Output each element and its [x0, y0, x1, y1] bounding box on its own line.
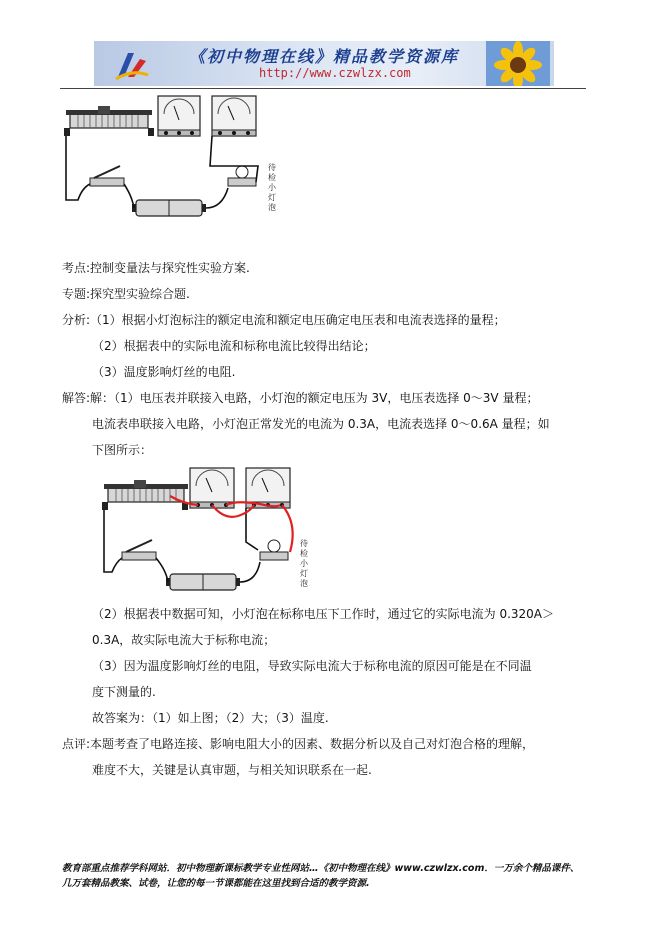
lamp-label-char: 泡	[300, 579, 308, 588]
header-rule	[60, 88, 586, 89]
lamp-icon	[260, 540, 288, 560]
lamp-label-char: 检	[300, 549, 308, 558]
voltmeter-icon	[212, 96, 256, 136]
footer-line: 教育部重点推荐学科网站．初中物理新课标教学专业性网站…《初中物理在线》www.czwlzx.com．一万余个精品课件、	[62, 863, 580, 874]
lamp-label-char: 小	[268, 183, 276, 192]
kaodian-row	[62, 260, 250, 276]
switch-icon	[90, 166, 124, 186]
rheostat-icon	[102, 480, 188, 510]
fenxi-line: （2）根据表中的实际电流和标称电流比较得出结论；	[92, 339, 376, 353]
lamp-label-char: 待	[300, 539, 308, 548]
fenxi-label: 分析:	[62, 313, 91, 327]
solution-line: 0.3A，故实际电流大于标称电流；	[92, 633, 276, 647]
battery-icon	[132, 200, 206, 216]
banner-url[interactable]: http://www.czwlzx.com	[259, 66, 411, 80]
footer-line: 几万套精品教案、试卷，让您的每一节课都能在这里找到合适的教学资源.	[62, 878, 370, 889]
jieda-line: 电流表串联接入电路，小灯泡正常发光的电流为 0.3A，电流表选择 0～0.6A 量程；如	[92, 417, 550, 431]
lamp-label-char: 灯	[268, 193, 276, 202]
banner-title: 《初中物理在线》精品教学资源库	[189, 47, 460, 66]
review-label: 点评:	[62, 737, 91, 751]
circuit-diagram-unconnected	[62, 92, 302, 227]
zhuanti-label: 专题:	[62, 287, 91, 301]
fenxi-line: （3）温度影响灯丝的电阻.	[92, 365, 236, 379]
lamp-label-char: 泡	[268, 203, 276, 212]
fenxi-line: （1）根据小灯泡标注的额定电流和额定电压确定电压表和电流表选择的量程；	[90, 313, 506, 327]
header-banner	[94, 41, 554, 86]
battery-icon	[166, 574, 240, 590]
lamp-label-char: 待	[268, 163, 276, 172]
jieda-line: 解：（1）电压表并联接入电路，小灯泡的额定电压为 3V，电压表选择 0～3V 量程；	[90, 391, 539, 405]
jieda-label: 解答:	[62, 391, 91, 405]
ammeter-icon	[190, 468, 234, 508]
kaodian-label: 考点:	[62, 261, 91, 275]
fenxi-row	[62, 312, 506, 328]
ammeter-icon	[158, 96, 200, 136]
rheostat-icon	[64, 106, 154, 136]
jieda-line: 下图所示：	[92, 443, 153, 457]
sunflower-icon	[486, 41, 550, 86]
switch-icon	[122, 540, 156, 560]
site-logo-icon	[114, 49, 150, 81]
kaodian-text: 控制变量法与探究性实验方案.	[90, 261, 250, 275]
solution-line: （2）根据表中数据可知，小灯泡在标称电压下工作时，通过它的实际电流为 0.320A＞	[92, 607, 555, 621]
circuit-diagram-connected	[100, 464, 340, 599]
review-row	[62, 736, 534, 752]
lamp-icon	[228, 166, 256, 186]
solution-line: （3）因为温度影响灯丝的电阻，导致实际电流大于标称电流的原因可能是在不同温	[92, 659, 532, 673]
lamp-label-char: 小	[300, 559, 308, 568]
jieda-row	[62, 390, 538, 406]
lamp-label-char: 灯	[300, 569, 308, 578]
review-line: 本题考查了电路连接、影响电阻大小的因素、数据分析以及自己对灯泡合格的理解，	[90, 737, 535, 751]
lamp-label-char: 检	[268, 173, 276, 182]
zhuanti-row	[62, 286, 190, 302]
solution-line: 度下测量的.	[92, 685, 156, 699]
zhuanti-text: 探究型实验综合题.	[90, 287, 190, 301]
answer-line: 故答案为：（1）如上图；（2）大；（3）温度.	[92, 711, 329, 725]
review-line: 难度不大，关键是认真审题，与相关知识联系在一起.	[92, 763, 372, 777]
